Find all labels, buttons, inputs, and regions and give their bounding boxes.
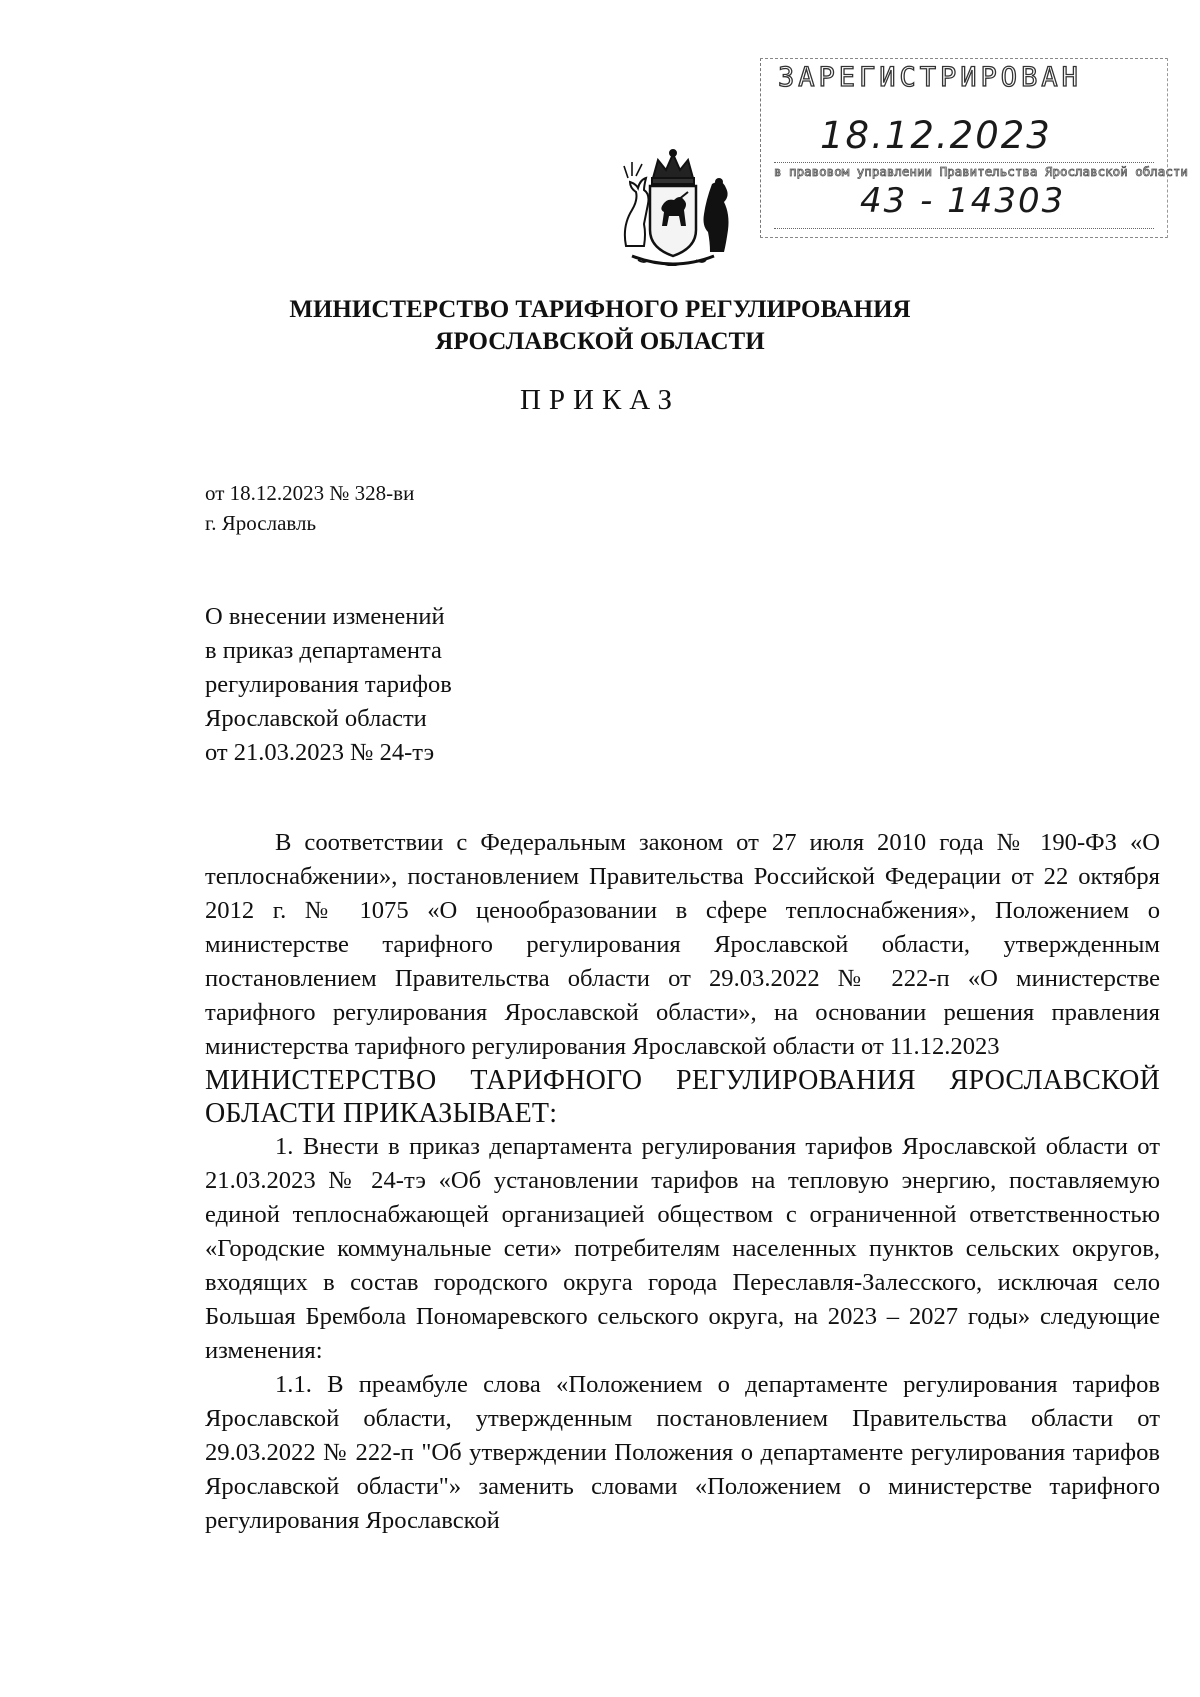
registration-stamp — [760, 58, 1188, 238]
item-1-paragraph: 1. Внести в приказ департамента регулирования тарифов Ярославской области от 21.03.2023 № 24-тэ «Об установлении тарифов на тепловую энергию, поставляемую единой теплоснабжающей организацией обществом с ограниченной ответственностью «Городские коммунальные сети» потребителям населенных пунктов сельских округов, входящих в состав городского округа города Переславля-Залесского, исключая село Большая Брембола Пономаревского сельского округа, на 2023 – 2027 годы» следующие изменения: — [205, 1133, 1160, 1364]
organization-title-line-2: ЯРОСЛАВСКОЙ ОБЛАСТИ — [435, 328, 765, 355]
directive-paragraph: МИНИСТЕРСТВО ТАРИФНОГО РЕГУЛИРОВАНИЯ ЯРОСЛАВСКОЙ ОБЛАСТИ ПРИКАЗЫВАЕТ: — [205, 1065, 1160, 1129]
preamble-paragraph: В соответствии с Федеральным законом от 27 июля 2010 года № 190-ФЗ «О теплоснабжении», постановлением Правительства Российской Федерации от 22 октября 2012 г. № 1075 «О ценообразовании в сфере теплоснабжения», Положением о министерстве тарифного регулирования Ярославской области, утвержденным постановлением Правительства области от 29.03.2022 № 222-п «О министерстве тарифного регулирования Ярославской области», на основании решения правления министерства тарифного регулирования Ярославской области от 11.12.2023 — [205, 829, 1160, 1060]
organization-title-line-1: МИНИСТЕРСТВО ТАРИФНОГО РЕГУЛИРОВАНИЯ — [289, 296, 911, 323]
item-1-1-paragraph: 1.1. В преамбуле слова «Положением о департаменте регулирования тарифов Ярославской области, утвержденным постановлением Правительства области от 29.03.2022 № 222-п "Об утверждении Положения о департаменте регулирования тарифов Ярославской области"» заменить словами «Положением о министерстве тарифного регулирования Ярославской — [205, 1371, 1160, 1534]
subject-line: регулирования тарифов — [205, 671, 452, 698]
document-body — [205, 826, 1160, 1538]
document-place: г. Ярославль — [205, 511, 317, 535]
document-date-number: от 18.12.2023 № 328-ви — [205, 481, 415, 505]
stamp-date-line — [774, 162, 1154, 163]
stamp-subtitle: в правовом управлении Правительства Ярославской области — [774, 164, 1188, 179]
organization-title — [0, 294, 1200, 358]
subject-line: Ярославской области — [205, 705, 427, 732]
coat-of-arms-emblem — [608, 148, 738, 266]
subject-line: О внесении изменений — [205, 603, 445, 630]
document-meta — [205, 478, 414, 538]
document-subject — [205, 600, 452, 770]
subject-line: в приказ департамента — [205, 637, 442, 664]
stamp-title: ЗАРЕГИСТРИРОВАН — [778, 62, 1082, 93]
stamp-number-line — [774, 228, 1154, 229]
stamp-handwritten-number: 43 - 14303 — [860, 181, 1066, 221]
subject-line: от 21.03.2023 № 24-тэ — [205, 739, 435, 766]
document-type-heading: ПРИКАЗ — [519, 384, 681, 416]
stamp-handwritten-date: 18.12.2023 — [820, 114, 1052, 157]
